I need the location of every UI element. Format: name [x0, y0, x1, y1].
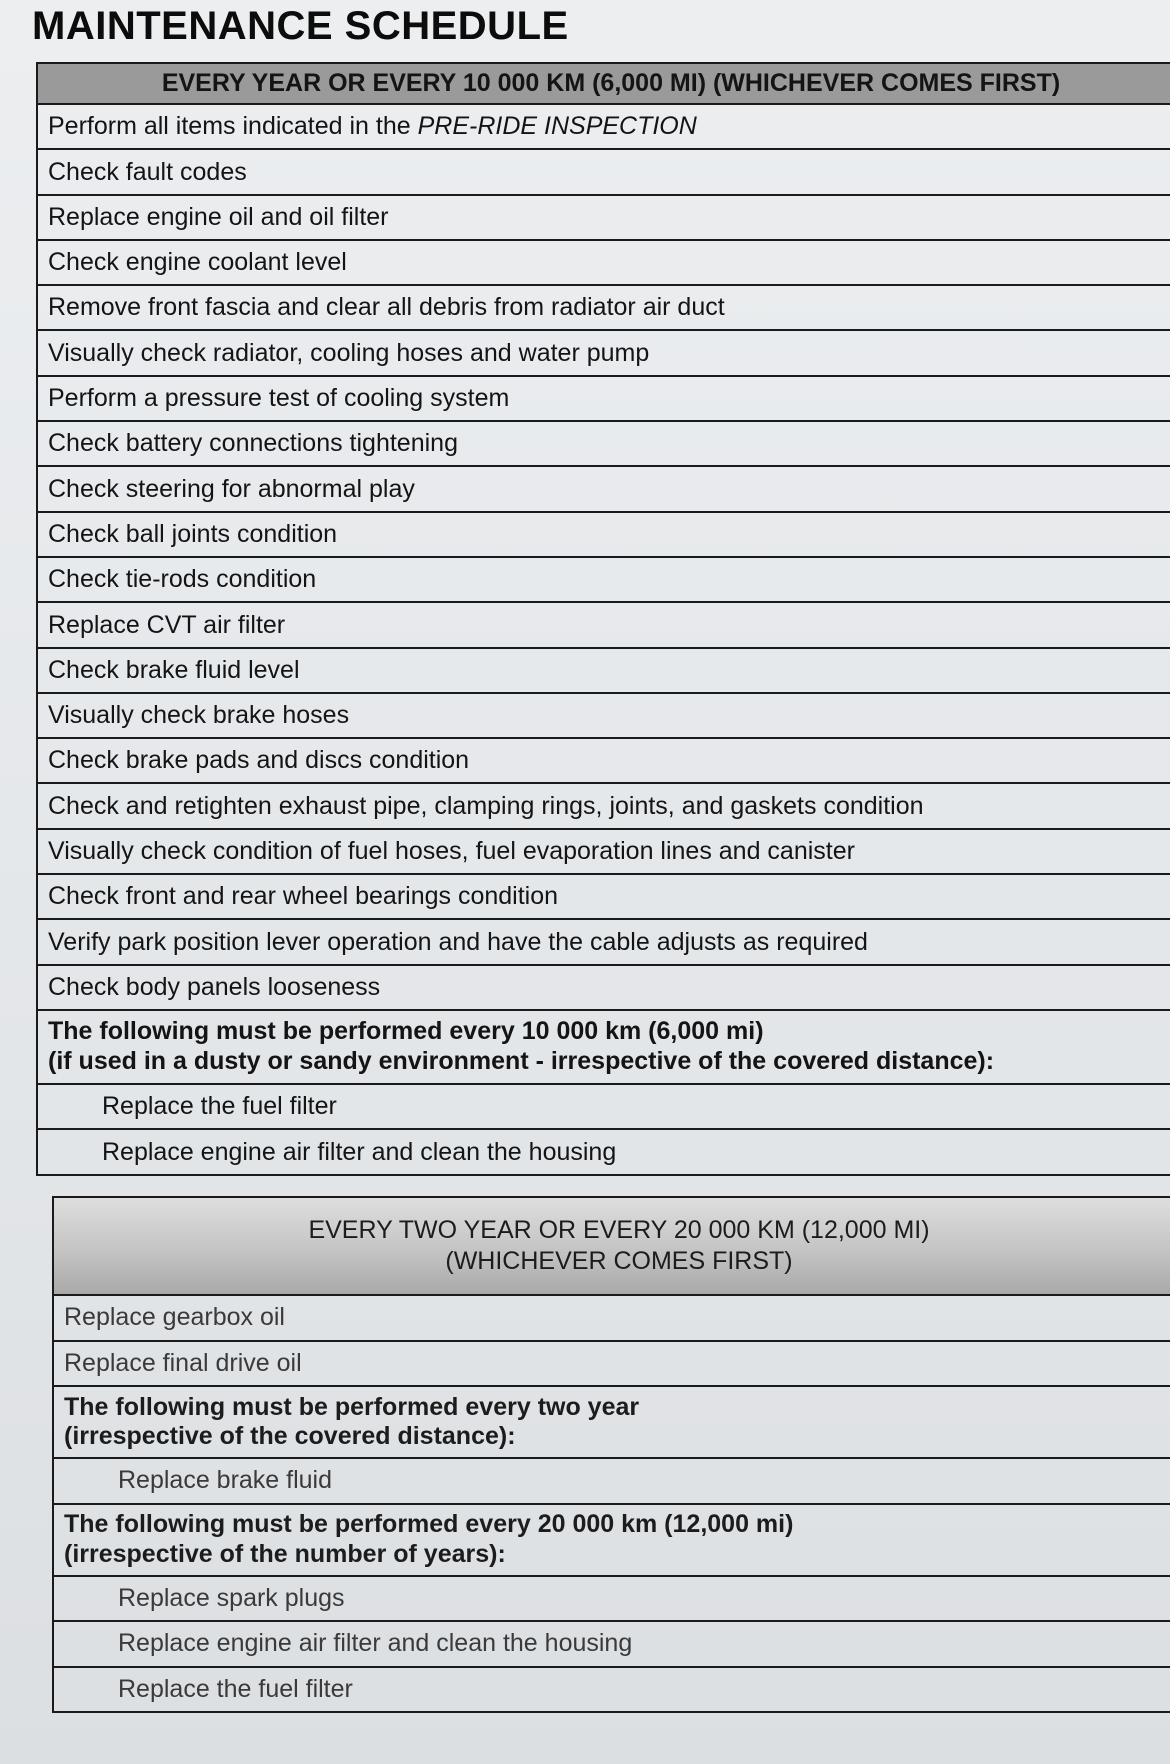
note-line: (irrespective of the covered distance): [64, 1422, 516, 1450]
table-row [37, 648, 1170, 693]
header-line: (WHICHEVER COMES FIRST) [445, 1247, 793, 1275]
table-row [53, 1341, 1170, 1387]
table-row [37, 829, 1170, 874]
table-row [37, 919, 1170, 964]
schedule-item: Visually check radiator, cooling hoses and water pump [37, 330, 1170, 375]
schedule-item: Visually check condition of fuel hoses, fuel evaporation lines and canister [37, 829, 1170, 874]
page-title: MAINTENANCE SCHEDULE [32, 4, 569, 48]
schedule-item: Check fault codes [37, 149, 1170, 194]
table-row [37, 602, 1170, 647]
schedule-item: Check body panels looseness [37, 965, 1170, 1010]
table-note-row [53, 1504, 1170, 1576]
table-row [37, 738, 1170, 783]
schedule-item: Check brake pads and discs condition [37, 738, 1170, 783]
table-row [37, 195, 1170, 240]
pre-ride-item-emphasis: PRE-RIDE INSPECTION [417, 112, 697, 141]
table-row [37, 330, 1170, 375]
table-row [53, 1295, 1170, 1341]
schedule-item: Check and retighten exhaust pipe, clamping rings, joints, and gaskets condition [37, 783, 1170, 828]
annual-schedule-header: EVERY YEAR OR EVERY 10 000 KM (6,000 MI) (WHICHEVER COMES FIRST) [37, 63, 1170, 104]
biennial-schedule-table [52, 1196, 1170, 1713]
schedule-item: Check steering for abnormal play [37, 466, 1170, 511]
table-row [37, 376, 1170, 421]
table-header-row [53, 1197, 1170, 1295]
schedule-sub-item: Replace brake fluid [53, 1458, 1170, 1504]
table-row [37, 149, 1170, 194]
biennial-schedule-header [53, 1197, 1170, 1295]
schedule-item: Check tie-rods condition [37, 557, 1170, 602]
header-line: EVERY TWO YEAR OR EVERY 20 000 KM (12,000 MI) [308, 1215, 930, 1244]
schedule-item: Check brake fluid level [37, 648, 1170, 693]
table-row [37, 693, 1170, 738]
table-row [37, 874, 1170, 919]
pre-ride-item-prefix: Perform all items indicated in the [48, 112, 418, 141]
table-note-row [53, 1386, 1170, 1458]
two-year-note [53, 1386, 1170, 1458]
schedule-item: Perform a pressure test of cooling system [37, 376, 1170, 421]
schedule-item: Remove front fascia and clear all debris from radiator air duct [37, 285, 1170, 330]
schedule-sub-item: Replace engine air filter and clean the housing [53, 1621, 1170, 1667]
schedule-item: Visually check brake hoses [37, 693, 1170, 738]
note-line: (irrespective of the number of years): [64, 1539, 506, 1568]
table-row [37, 1129, 1170, 1174]
schedule-sub-item: Replace the fuel filter [53, 1667, 1170, 1713]
table-row [37, 783, 1170, 828]
table-row [37, 965, 1170, 1010]
schedule-item: Verify park position lever operation and have the cable adjusts as required [37, 919, 1170, 964]
annual-schedule-table [36, 62, 1170, 1176]
table-note-row [37, 1010, 1170, 1084]
schedule-item: Replace engine oil and oil filter [37, 195, 1170, 240]
table-header-row [37, 63, 1170, 104]
table-row [37, 557, 1170, 602]
schedule-item: Check front and rear wheel bearings condition [37, 874, 1170, 919]
table-row [37, 285, 1170, 330]
table-row [37, 1084, 1170, 1129]
schedule-item: Check engine coolant level [37, 240, 1170, 285]
schedule-item: Check battery connections tightening [37, 421, 1170, 466]
table-row [53, 1576, 1170, 1622]
schedule-item: Replace CVT air filter [37, 602, 1170, 647]
schedule-sub-item: Replace spark plugs [53, 1576, 1170, 1622]
schedule-item: Check ball joints condition [37, 512, 1170, 557]
table-row [37, 240, 1170, 285]
table-row [37, 104, 1170, 149]
schedule-sub-item: Replace engine air filter and clean the housing [37, 1129, 1170, 1174]
table-row [37, 421, 1170, 466]
note-line: (if used in a dusty or sandy environment - irrespective of the covered distance): [48, 1046, 995, 1075]
note-line: The following must be performed every 10 000 km (6,000 mi) [48, 1017, 764, 1046]
note-line: The following must be performed every two year [64, 1392, 640, 1421]
schedule-sub-item: Replace the fuel filter [37, 1084, 1170, 1129]
table-row [53, 1458, 1170, 1504]
pre-ride-item [37, 104, 1170, 149]
note-line: The following must be performed every 20 000 km (12,000 mi) [64, 1510, 794, 1538]
table-row [53, 1621, 1170, 1667]
schedule-item: Replace final drive oil [53, 1341, 1170, 1387]
dusty-environment-note [37, 1010, 1170, 1084]
distance-note [53, 1504, 1170, 1576]
table-row [37, 466, 1170, 511]
schedule-item: Replace gearbox oil [53, 1295, 1170, 1341]
table-row [53, 1667, 1170, 1713]
table-row [37, 512, 1170, 557]
